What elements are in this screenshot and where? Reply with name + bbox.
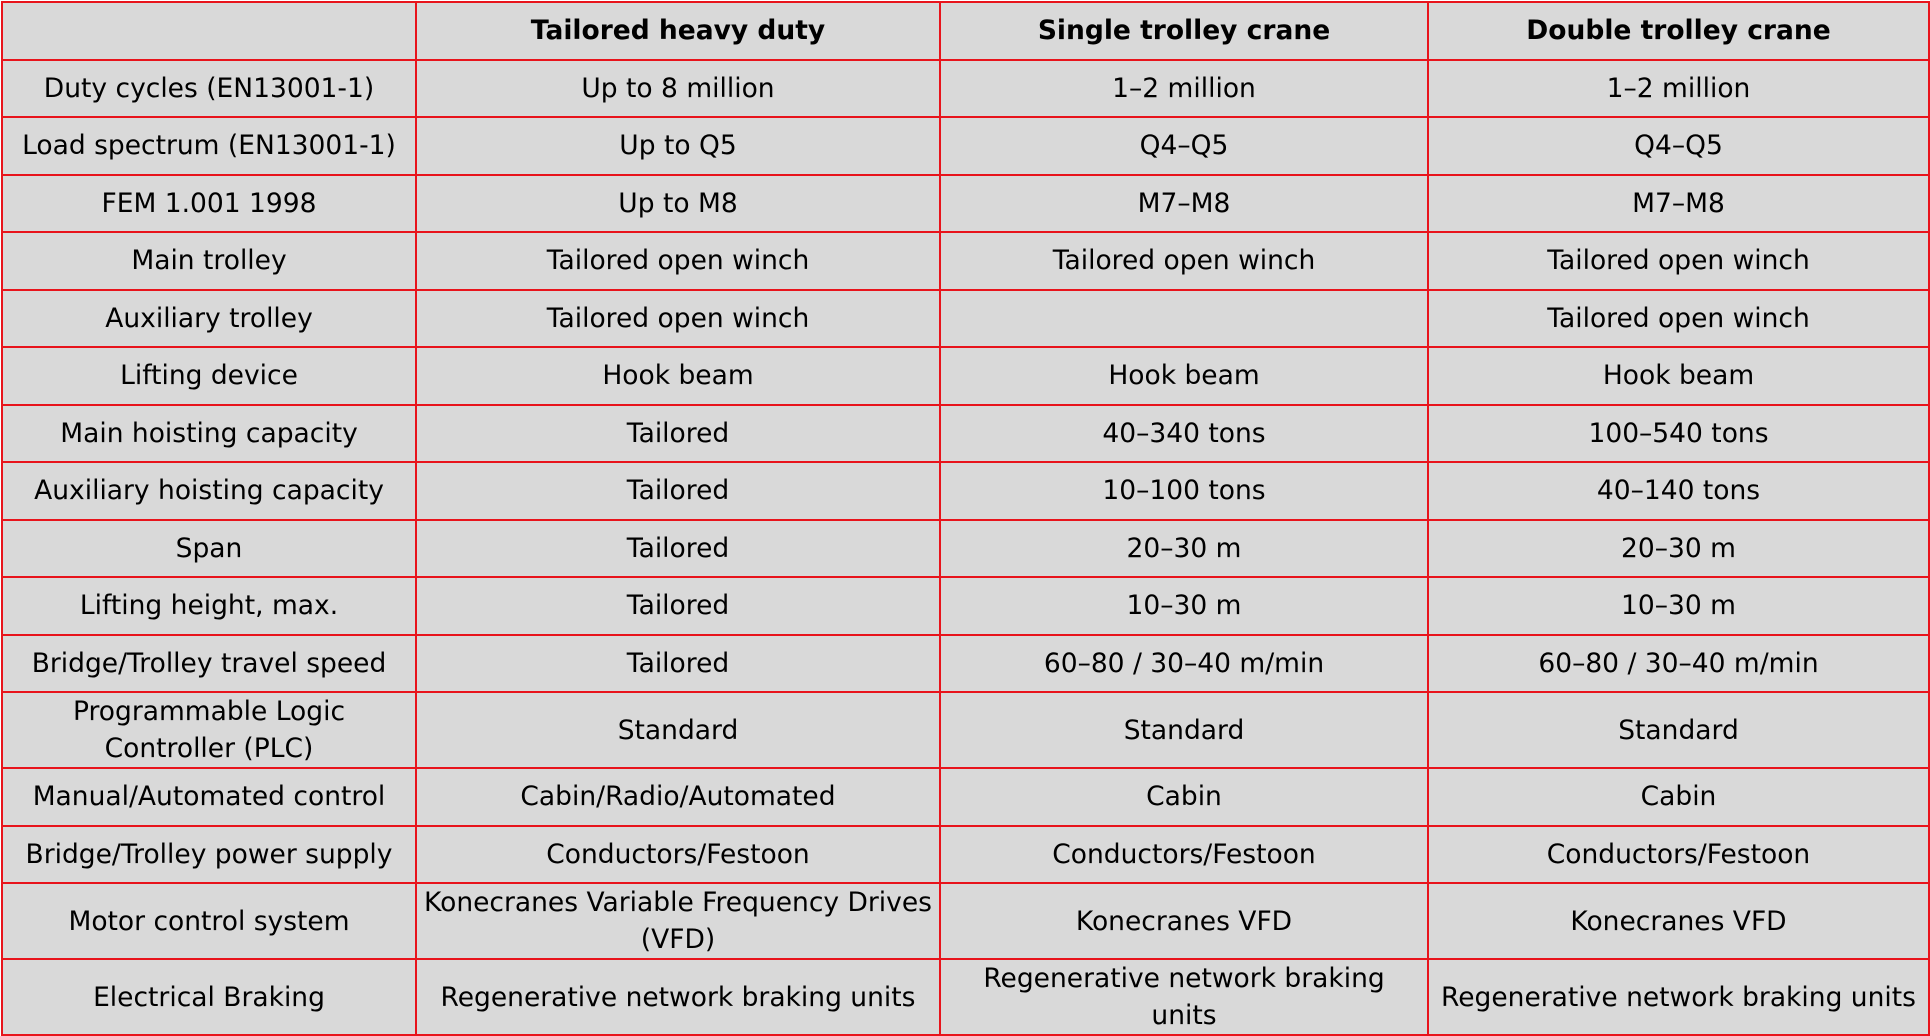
table-cell: Tailored [416,577,940,635]
table-row [2,826,1929,884]
row-label: Lifting height, max. [2,577,416,635]
table-cell: 60–80 / 30–40 m/min [1428,635,1929,693]
table-cell: Up to M8 [416,175,940,233]
table-cell: Regenerative network braking units [416,959,940,1035]
table-row [2,347,1929,405]
row-label: Electrical Braking [2,959,416,1035]
header-row [2,2,1929,60]
table-cell: Konecranes VFD [940,883,1428,959]
table-row [2,175,1929,233]
table-cell: Cabin/Radio/Automated [416,768,940,826]
row-label: Bridge/Trolley travel speed [2,635,416,693]
table-cell [940,290,1428,348]
row-label: Manual/Automated control [2,768,416,826]
row-label: Programmable Logic Controller (PLC) [2,692,416,768]
table-cell: Conductors/Festoon [416,826,940,884]
table-row [2,635,1929,693]
table-cell: Q4–Q5 [1428,117,1929,175]
table-cell: M7–M8 [940,175,1428,233]
row-label: Motor control system [2,883,416,959]
row-label: Main hoisting capacity [2,405,416,463]
table-row [2,405,1929,463]
table-cell: Regenerative network braking units [1428,959,1929,1035]
table-cell: Tailored [416,635,940,693]
table-cell: 40–140 tons [1428,462,1929,520]
table-cell: 40–340 tons [940,405,1428,463]
table-cell: Hook beam [1428,347,1929,405]
table-row [2,692,1929,768]
row-label: Span [2,520,416,578]
table-cell: 20–30 m [1428,520,1929,578]
table-row [2,520,1929,578]
table-cell: Hook beam [940,347,1428,405]
table-cell: 60–80 / 30–40 m/min [940,635,1428,693]
table-cell: Tailored open winch [416,290,940,348]
table-cell: Cabin [1428,768,1929,826]
row-label: Load spectrum (EN13001-1) [2,117,416,175]
table-cell: Konecranes VFD [1428,883,1929,959]
row-label: Auxiliary hoisting capacity [2,462,416,520]
table-row [2,117,1929,175]
table-cell: Standard [940,692,1428,768]
table-row [2,290,1929,348]
table-cell: Tailored open winch [1428,290,1929,348]
table-cell: 20–30 m [940,520,1428,578]
table-row [2,232,1929,290]
table-row [2,60,1929,118]
row-label: Duty cycles (EN13001-1) [2,60,416,118]
table-cell: Konecranes Variable Frequency Drives (VFD) [416,883,940,959]
table-cell: Tailored [416,405,940,463]
table-cell: 100–540 tons [1428,405,1929,463]
table-cell: 10–100 tons [940,462,1428,520]
table-cell: Tailored open winch [940,232,1428,290]
table-cell: Cabin [940,768,1428,826]
table-cell: Hook beam [416,347,940,405]
table-cell: M7–M8 [1428,175,1929,233]
row-label: Bridge/Trolley power supply [2,826,416,884]
table-cell: 1–2 million [940,60,1428,118]
table-row [2,768,1929,826]
table-cell: Tailored open winch [416,232,940,290]
row-label: Main trolley [2,232,416,290]
table-cell: Tailored [416,520,940,578]
table-cell: Conductors/Festoon [940,826,1428,884]
table-cell: Up to Q5 [416,117,940,175]
table-cell: Standard [416,692,940,768]
table-cell: Conductors/Festoon [1428,826,1929,884]
row-label: Lifting device [2,347,416,405]
table-cell: Tailored [416,462,940,520]
table-cell: 1–2 million [1428,60,1929,118]
table-cell: Q4–Q5 [940,117,1428,175]
table-cell: 10–30 m [940,577,1428,635]
row-label: Auxiliary trolley [2,290,416,348]
row-label: FEM 1.001 1998 [2,175,416,233]
header-double-trolley-crane: Double trolley crane [1428,2,1929,60]
header-tailored-heavy-duty: Tailored heavy duty [416,2,940,60]
table-cell: Up to 8 million [416,60,940,118]
table-row [2,462,1929,520]
header-single-trolley-crane: Single trolley crane [940,2,1428,60]
table-cell: Tailored open winch [1428,232,1929,290]
table-cell: Regenerative network braking units [940,959,1428,1035]
table-row [2,577,1929,635]
table-row [2,959,1929,1035]
crane-spec-table [1,1,1930,1036]
header-cell-empty [2,2,416,60]
table-cell: 10–30 m [1428,577,1929,635]
table-cell: Standard [1428,692,1929,768]
table-row [2,883,1929,959]
